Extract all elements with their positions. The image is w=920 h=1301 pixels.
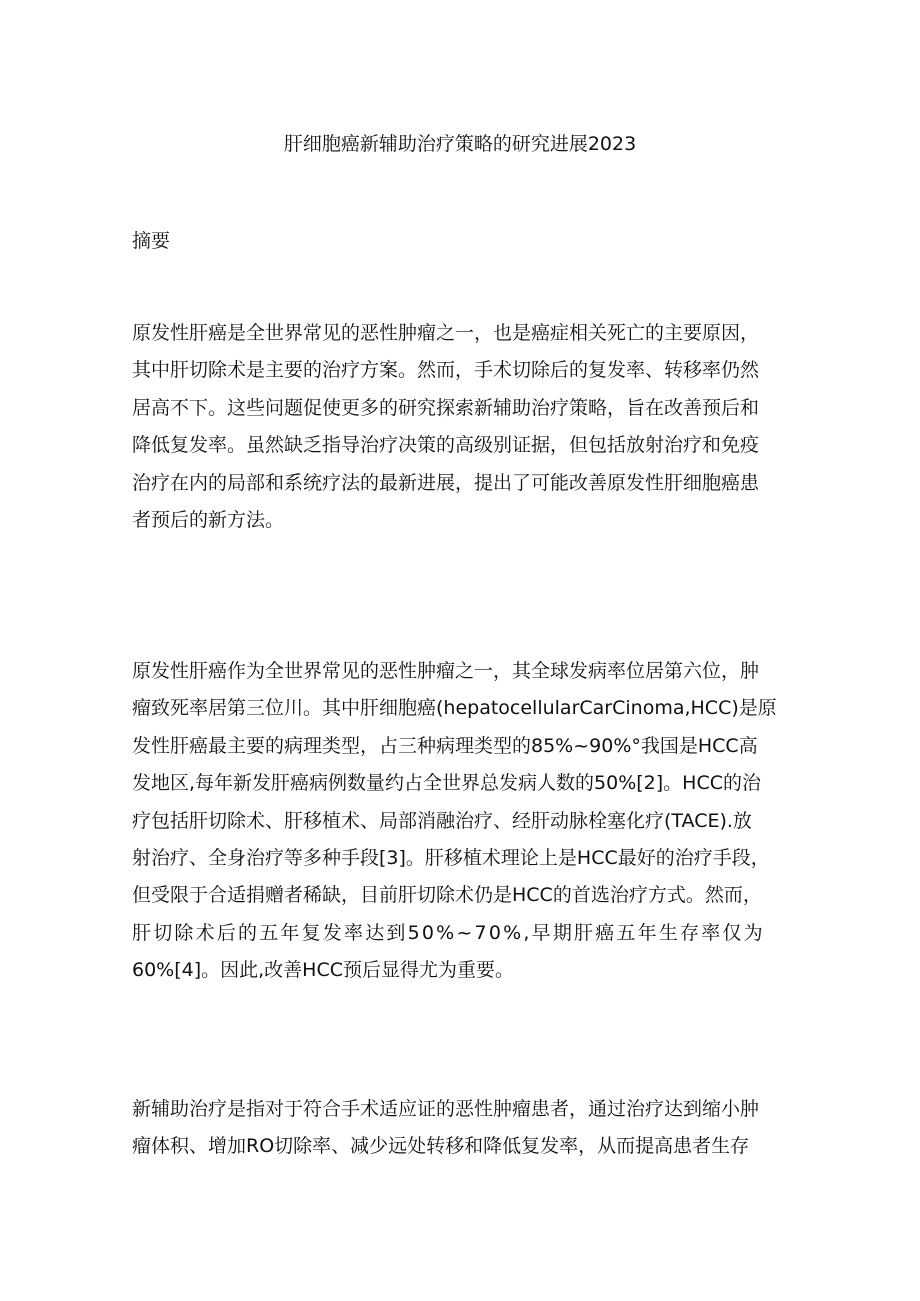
paragraph-line: 60%[4]。因此,改善HCC预后显得尤为重要。 (132, 959, 515, 982)
paragraph-line: 疗包括肝切除术、肝移植术、局部消融治疗、经肝动脉栓塞化疗(TACE).放 (132, 809, 752, 832)
paragraph-line: 肝切除术后的五年复发率达到50%~70%,早期肝癌五年生存率仅为 (132, 921, 765, 944)
paragraph-line: 原发性肝癌作为全世界常见的恶性肿瘤之一，其全球发病率位居第六位，肿 (132, 660, 760, 682)
paragraph-line: 其中肝切除术是主要的治疗方案。然而，手术切除后的复发率、转移率仍然 (132, 359, 760, 382)
body-paragraph-neoadjuvant (132, 1091, 812, 1166)
document-title: 肝细胞癌新辅助治疗策略的研究进展2023 (283, 133, 637, 155)
paragraph-line: 瘤体积、增加RO切除率、减少远处转移和降低复发率，从而提高患者生存 (132, 1135, 750, 1158)
paragraph-line: 发性肝癌最主要的病理类型，占三种病理类型的85%~90%°我国是HCC高 (132, 734, 758, 757)
paragraph-line: 瘤致死率居第三位川。其中肝细胞癌(hepatocellularCarCinoma,HCC)是原 (132, 697, 777, 720)
body-paragraph-intro (132, 653, 812, 990)
paragraph-line: 发地区,每年新发肝癌病例数量约占全世界总发病人数的50%[2]。HCC的治 (132, 772, 762, 795)
abstract-heading: 摘要 (132, 230, 171, 252)
abstract-paragraph (132, 315, 812, 539)
paragraph-line: 射治疗、全身治疗等多种手段[3]。肝移植术理论上是HCC最好的治疗手段， (132, 846, 770, 869)
paragraph-line: 原发性肝癌是全世界常见的恶性肿瘤之一，也是癌症相关死亡的主要原因， (132, 322, 760, 344)
paragraph-line: 降低复发率。虽然缺乏指导治疗决策的高级别证据，但包括放射治疗和免疫 (132, 434, 760, 457)
paragraph-line: 新辅助治疗是指对于符合手术适应证的恶性肿瘤患者，通过治疗达到缩小肿 (132, 1098, 760, 1120)
paragraph-line: 者预后的新方法。 (132, 508, 285, 531)
paragraph-line: 治疗在内的局部和系统疗法的最新进展，提出了可能改善原发性肝细胞癌患 (132, 471, 760, 494)
paragraph-line: 但受限于合适捐赠者稀缺，目前肝切除术仍是HCC的首选治疗方式。然而， (132, 884, 762, 907)
paragraph-line: 居高不下。这些问题促使更多的研究探索新辅助治疗策略，旨在改善预后和 (132, 396, 760, 419)
